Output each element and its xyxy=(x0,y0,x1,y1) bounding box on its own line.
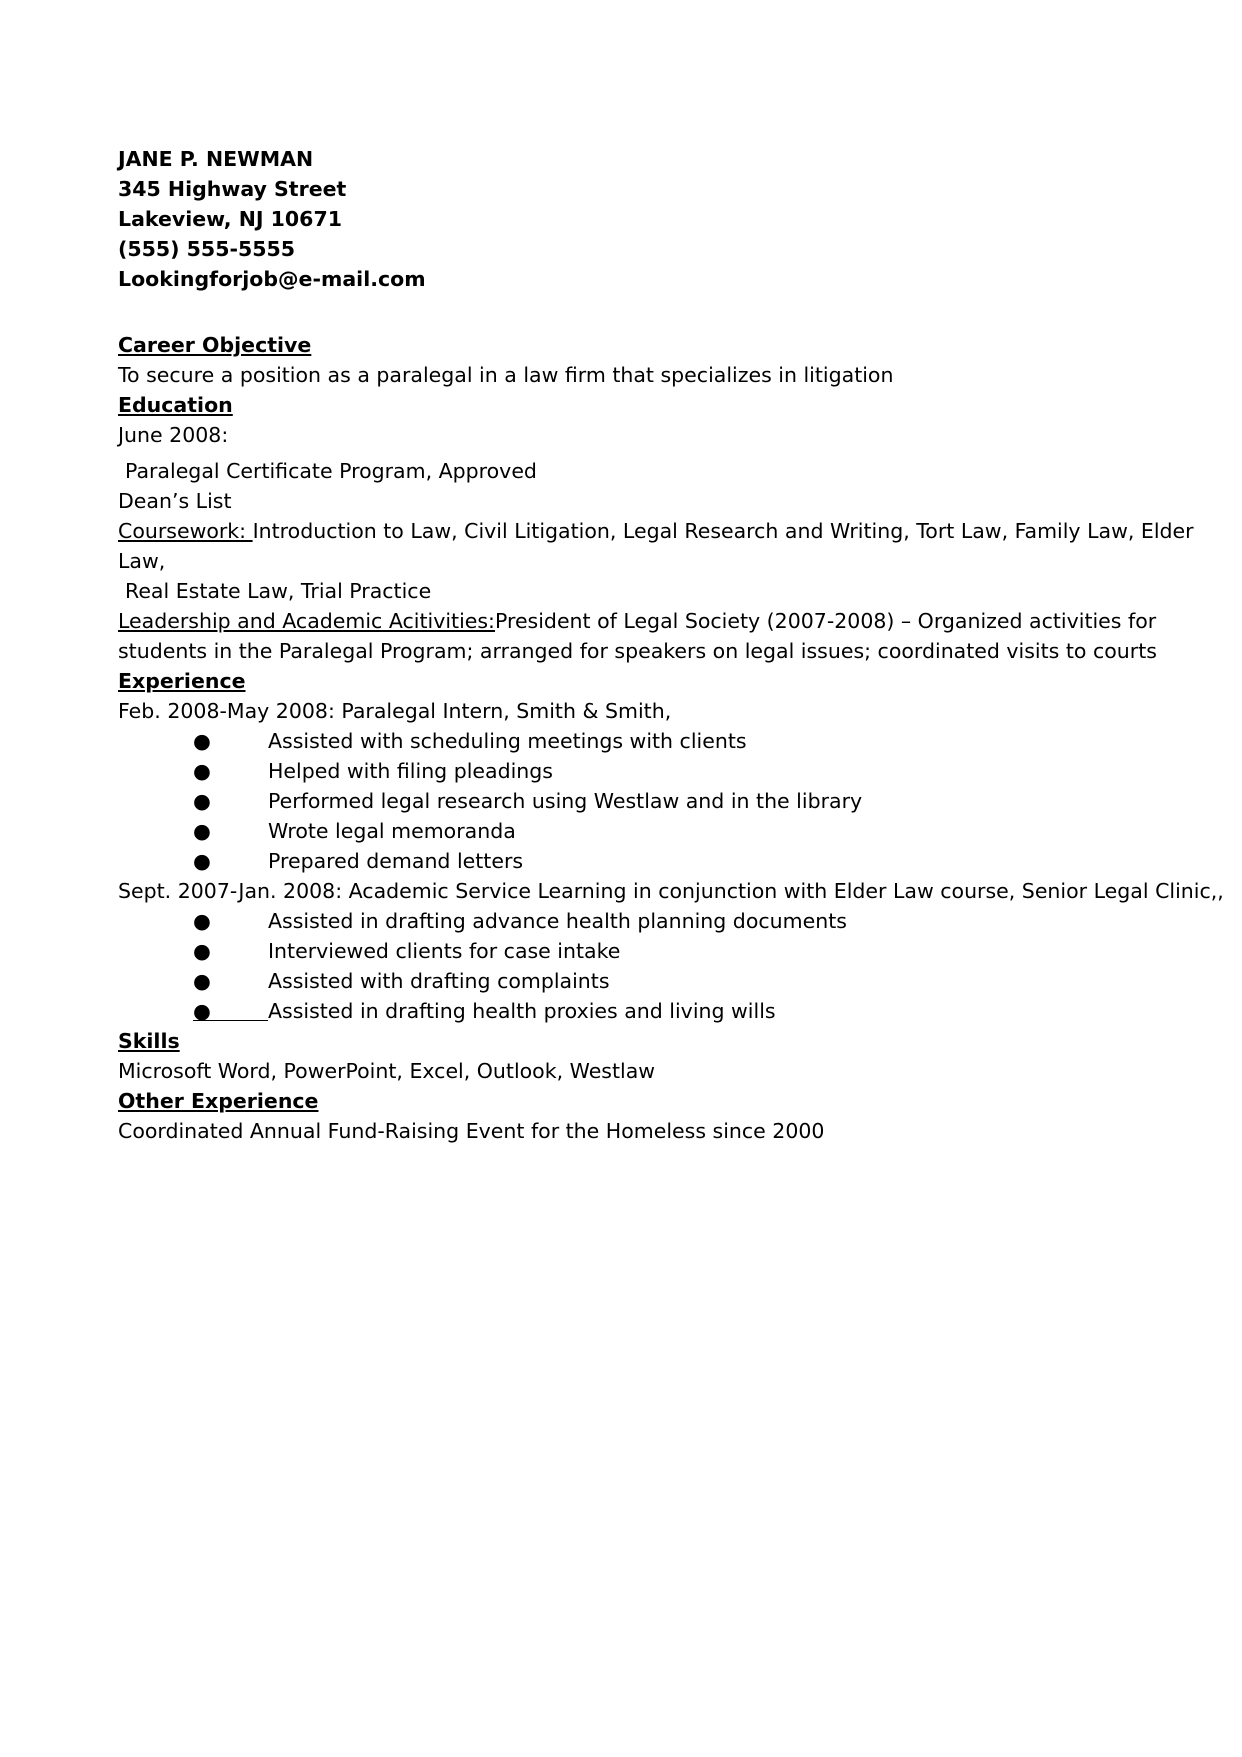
skills-heading: Skills xyxy=(118,1029,180,1053)
job-duties-list xyxy=(118,726,1128,876)
list-item xyxy=(118,846,1128,876)
bullet-icon: ● xyxy=(193,909,211,933)
job-title: Feb. 2008-May 2008: Paralegal Intern, Smith & Smith, xyxy=(118,699,672,723)
bullet-icon: ● xyxy=(193,819,211,843)
list-item xyxy=(118,726,1128,756)
job-duties-list xyxy=(118,906,1128,1026)
duty-text: Helped with filing pleadings xyxy=(268,759,553,783)
duty-text: Prepared demand letters xyxy=(268,849,524,873)
other-experience-heading: Other Experience xyxy=(118,1089,319,1113)
education-heading: Education xyxy=(118,393,233,417)
list-item xyxy=(118,816,1128,846)
other-experience-text: Coordinated Annual Fund-Raising Event for the Homeless since 2000 xyxy=(118,1119,825,1143)
leadership-text: President of Legal Society (2007-2008) – Organized activities for xyxy=(494,609,1157,633)
street-address: 345 Highway Street xyxy=(118,177,347,201)
career-objective-heading: Career Objective xyxy=(118,333,312,357)
duty-text: Assisted in drafting advance health planning documents xyxy=(268,909,847,933)
list-item xyxy=(118,786,1128,816)
education-date: June 2008: xyxy=(118,423,229,447)
skills-text: Microsoft Word, PowerPoint, Excel, Outlook, Westlaw xyxy=(118,1059,656,1083)
experience-section xyxy=(118,666,1224,1026)
duty-text: Assisted with scheduling meetings with clients xyxy=(268,729,747,753)
coursework-text: Introduction to Law, Civil Litigation, Legal Research and Writing, Tort Law, Family Law, Elder xyxy=(252,519,1194,543)
phone-number: (555) 555-5555 xyxy=(118,237,296,261)
list-item xyxy=(118,996,1128,1026)
duty-text: Interviewed clients for case intake xyxy=(268,939,621,963)
duty-text: Wrote legal memoranda xyxy=(268,819,516,843)
contact-header xyxy=(118,144,1128,294)
duty-text: Performed legal research using Westlaw and in the library xyxy=(268,789,863,813)
candidate-name: JANE P. NEWMAN xyxy=(118,147,314,171)
bullet-icon: ● xyxy=(193,759,211,783)
coursework-line xyxy=(118,516,1194,546)
coursework-label: Coursework: xyxy=(118,519,253,543)
list-item xyxy=(118,906,1128,936)
skills-section xyxy=(118,1026,1128,1086)
leadership-continuation: students in the Paralegal Program; arranged for speakers on legal issues; coordinated visits to courts xyxy=(118,639,1157,663)
coursework-continuation-2: Real Estate Law, Trial Practice xyxy=(125,579,432,603)
bullet-icon: ● xyxy=(193,939,211,963)
header-spacer xyxy=(118,294,1128,330)
education-honors: Dean’s List xyxy=(118,489,232,513)
education-section xyxy=(118,390,1194,666)
bullet-icon: ● xyxy=(193,789,211,813)
bullet-icon: ● xyxy=(193,999,211,1023)
other-experience-section xyxy=(118,1086,1128,1146)
education-program: Paralegal Certificate Program, Approved xyxy=(125,459,537,483)
duty-text: Assisted with drafting complaints xyxy=(268,969,610,993)
job-title: Sept. 2007-Jan. 2008: Academic Service Learning in conjunction with Elder Law course, Senior Legal Clinic,, xyxy=(118,879,1224,903)
leadership-line xyxy=(118,606,1157,636)
career-objective-section xyxy=(118,330,1128,390)
resume-page xyxy=(118,144,1224,1146)
leadership-label: Leadership and Academic Acitivities: xyxy=(118,609,495,633)
bullet-icon: ● xyxy=(193,969,211,993)
list-item xyxy=(118,966,1128,996)
coursework-continuation: Law, xyxy=(118,549,166,573)
list-item xyxy=(118,936,1128,966)
experience-heading: Experience xyxy=(118,669,246,693)
email-address: Lookingforjob@e-mail.com xyxy=(118,267,426,291)
duty-text: Assisted in drafting health proxies and living wills xyxy=(268,999,776,1023)
bullet-icon: ● xyxy=(193,729,211,753)
city-state-zip: Lakeview, NJ 10671 xyxy=(118,207,342,231)
list-item xyxy=(118,756,1128,786)
bullet-icon: ● xyxy=(193,849,211,873)
career-objective-text: To secure a position as a paralegal in a law firm that specializes in litigation xyxy=(118,363,894,387)
